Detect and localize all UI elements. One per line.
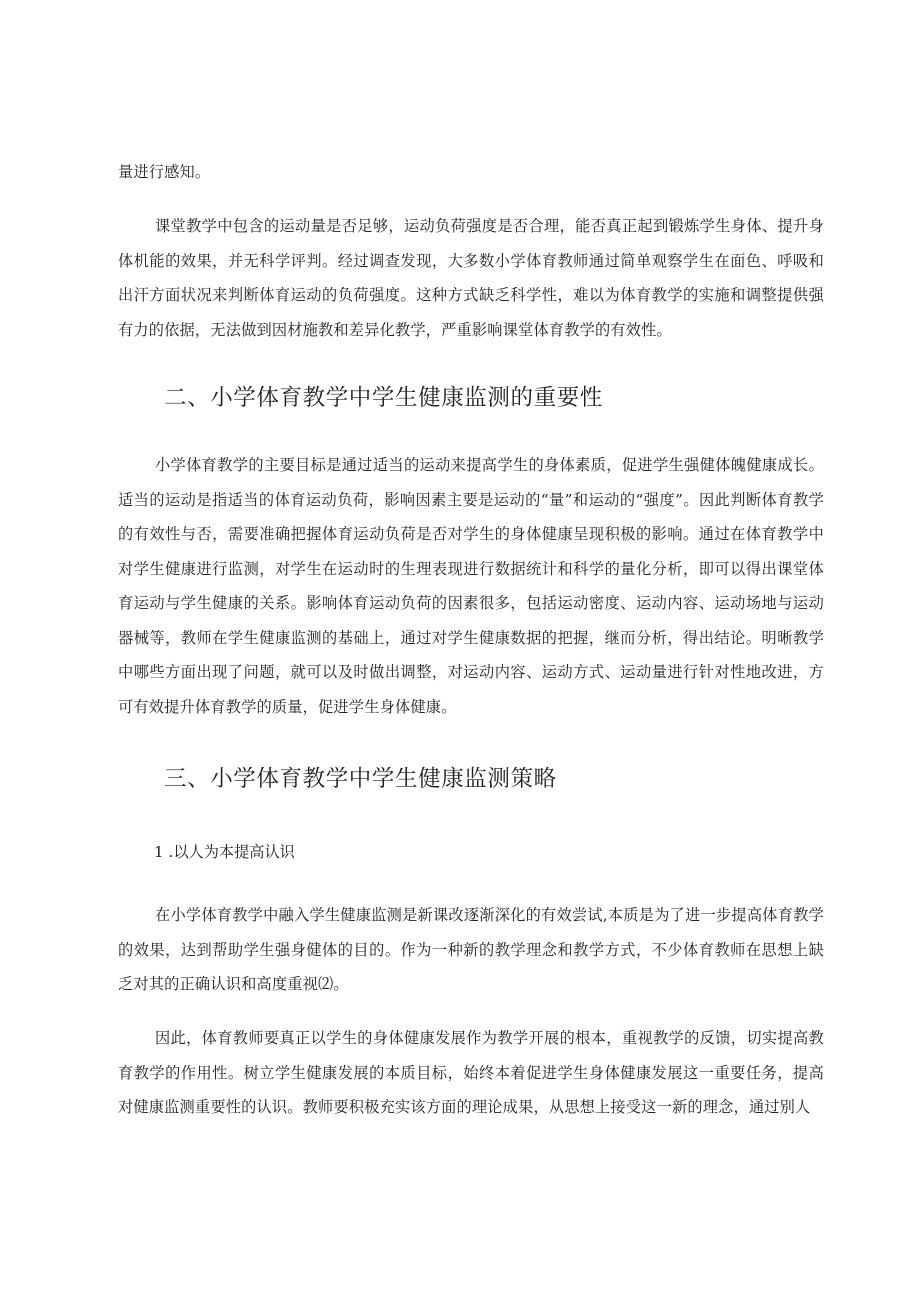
subheading-people-oriented: 1 .以人为本提高认识 bbox=[154, 843, 295, 861]
section-heading-importance: 二、小学体育教学中学生健康监测的重要性 bbox=[164, 385, 603, 411]
section-heading-strategies: 三、小学体育教学中学生健康监测策略 bbox=[164, 766, 557, 792]
paragraph-continuation: 量进行感知。 bbox=[118, 163, 211, 181]
paragraph-classroom-load: 课堂教学中包含的运动量是否足够，运动负荷强度是否合理，能否真正起到锻炼学生身体、提升身体机能的效果，并无科学评判。经过调查发现，大多数小学体育教师通过简单观察学生在面色、呼吸和出汗方面状况来判断体育运动的负荷强度。这种方式缺乏科学性，难以为体育教学的实施和调整提供强有力的依据，无法做到因材施教和差异化教学，严重影响课堂体育教学的有效性。 bbox=[118, 217, 824, 339]
paragraph-integration: 在小学体育教学中融入学生健康监测是新课改逐渐深化的有效尝试,本质是为了进一步提高体育教学的效果，达到帮助学生强身健体的目的。作为一种新的教学理念和教学方式，不少体育教师在思想上缺乏对其的正确认识和高度重视⑵。 bbox=[118, 906, 824, 993]
paragraph-importance: 小学体育教学的主要目标是通过适当的运动来提高学生的身体素质，促进学生强健体魄健康成长。适当的运动是指适当的体育运动负荷，影响因素主要是运动的“量”和运动的“强度”。因此判断体育教学的有效性与否，需要准确把握体育运动负荷是否对学生的身体健康呈现积极的影响。通过在体育教学中对学生健康进行监测，对学生在运动时的生理表现进行数据统计和科学的量化分析，即可以得出课堂体育运动与学生健康的关系。影响体育运动负荷的因素很多，包括运动密度、运动内容、运动场地与运动器械等，教师在学生健康监测的基础上，通过对学生健康数据的把握，继而分析，得出结论。明晰教学中哪些方面出现了问题，就可以及时做出调整，对运动内容、运动方式、运动量进行针对性地改进，方可有效提升体育教学的质量，促进学生身体健康。 bbox=[118, 456, 824, 716]
paragraph-therefore: 因此，体育教师要真正以学生的身体健康发展作为教学开展的根本，重视教学的反馈，切实提高教育教学的作用性。树立学生健康发展的本质目标，始终本着促进学生身体健康发展这一重要任务，提高对健康监测重要性的认识。教师要积极充实该方面的理论成果，从思想上接受这一新的理念，通过别人 bbox=[118, 1029, 824, 1116]
